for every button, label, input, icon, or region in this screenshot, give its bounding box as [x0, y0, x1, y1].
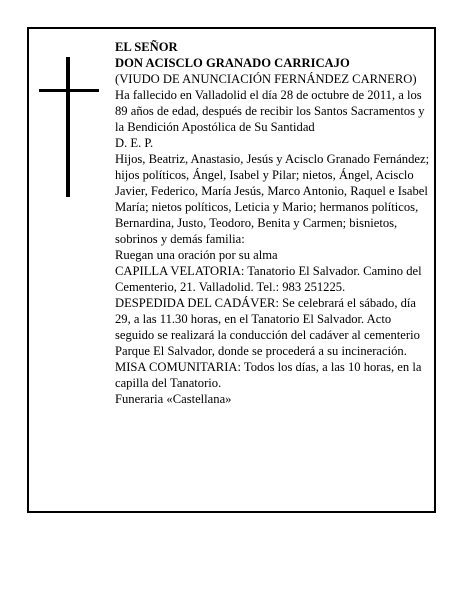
death-statement: Ha fallecido en Valladolid el día 28 de octubre de 2011, a los 89 años de edad, después de recibir los Santos Sacramentos y la Bendición Apostólica de Su Santidad: [115, 88, 425, 134]
obituary-notice: [27, 27, 436, 513]
prayer-request: Ruegan una oración por su alma: [115, 248, 278, 262]
mass-details: MISA COMUNITARIA: Todos los días, a las 10 horas, en la capilla del Tanatorio.: [115, 360, 422, 390]
farewell-details: DESPEDIDA DEL CADÁVER: Se celebrará el sábado, día 29, a las 11.30 horas, en el Tanatorio El Salvador. Acto seguido se realizará la conducción del cadáver al cementerio Parque El Salvador, donde se procederá a su incineración.: [115, 296, 420, 358]
family-list: Hijos, Beatriz, Anastasio, Jesús y Acisclo Granado Fernández; hijos políticos, Ángel, Isabel y Pilar; nietos, Ángel, Acisclo Javier, Federico, María Jesús, Marco Antonio, Raquel e Isabel María; nietos políticos, Leticia y Mario; hermanos políticos, Bernardina, Justo, Teodoro, Benita y Carmen; bisnietos, sobrinos y demás familia:: [115, 152, 430, 246]
wake-location: CAPILLA VELATORIA: Tanatorio El Salvador. Camino del Cementerio, 21. Valladolid. Tel.: 983 251225.: [115, 264, 422, 294]
cross-horizontal-bar: [39, 89, 99, 92]
obituary-text: [115, 39, 433, 407]
cross-icon: [39, 57, 99, 197]
dep: D. E. P.: [115, 136, 154, 150]
funeral-home: Funeraria «Castellana»: [115, 392, 232, 406]
deceased-name: DON ACISCLO GRANADO CARRICAJO: [115, 56, 350, 70]
cross-vertical-bar: [66, 57, 70, 197]
widower-of: (VIUDO DE ANUNCIACIÓN FERNÁNDEZ CARNERO): [115, 72, 417, 86]
title: EL SEÑOR: [115, 40, 178, 54]
